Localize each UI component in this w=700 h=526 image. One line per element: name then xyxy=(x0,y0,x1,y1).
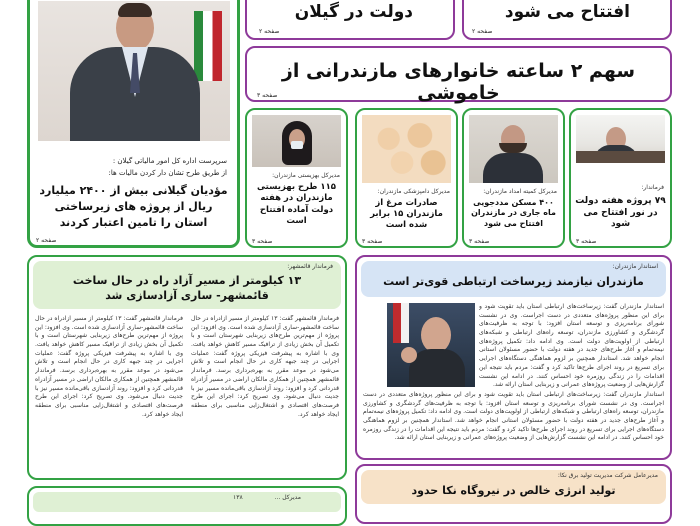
road-title-band xyxy=(33,261,341,309)
page-ref: صفحه ۲ xyxy=(259,28,280,35)
infra-kicker: استاندار مازندران: xyxy=(612,263,658,270)
small-box-kicker: مدیرکل کمیته امداد مازندران: xyxy=(483,188,557,195)
page-ref: صفحه ۳ xyxy=(257,92,278,99)
top-mid-headline: دولت در گیلان xyxy=(294,2,413,22)
road-body-col2: فرماندار قائمشهر گفت: ۱۳ کیلومتر از مسیر آزادراه در حال ساخت قائمشهر-ساری آزادسازی شده است. وی افزود: این پروژه از مهم‌ترین طرح‌های زیربنایی شهرستان است و با تکمیل آن بخش زیادی از ترافیک مسیر کاهش خواهد یافت. وی با اشاره به پیشرفت فیزیکی پروژه گفت: عملیات اجرایی در چند جبهه کاری در حال انجام است و تلاش می‌شود در موعد مقرر به بهره‌برداری برسد. فرماندار قائمشهر همچنین از همکاری مالکان اراضی در مسیر آزادراه قدردانی کرد و افزود: روند آزادسازی باقی‌مانده مسیر نیز با جدیت دنبال می‌شود. وی تصریح کرد: اجرای این طرح فرصت‌های اقتصادی و اشتغال‌زایی مناسبی برای منطقه ایجاد خواهد کرد. xyxy=(35,315,183,418)
infra-body: استاندار مازندران گفت: زیرساخت‌های ارتباطی استان باید تقویت شود و برای این منظور پروژه‌های متعددی در دست اجراست. وی در نشست شورای برنامه‌ریزی و توسعه استان افزود: با توجه به ظرفیت‌های گردشگری و کشاورزی مازندران، توسعه راه‌های ارتباطی و شبکه‌های ارتباطی از اولویت‌های دولت است. وی ادامه داد: تکمیل پروژه‌های نیمه‌تمام و آغاز طرح‌های جدید در هفته دولت با حضور مسئولان استانی انجام خواهد شد. استاندار همچنین بر لزوم هماهنگی دستگاه‌های اجرایی برای تسریع در روند اجرای طرح‌ها تاکید کرد و گفت: مردم باید نتیجه این اقدامات را در زندگی روزمره خود احساس کنند. در ادامه این نشست گزارش‌هایی از وضعیت پروژه‌های عمرانی و زیربنایی استان ارائه شد. xyxy=(363,391,664,442)
page-ref: صفحه ۳ xyxy=(469,238,490,245)
small-box-noor xyxy=(569,108,672,248)
infra-headline: مازندران نیازمند زیرساخت ارتباطی قوی‌تر است xyxy=(383,275,644,288)
small-box-emdad xyxy=(462,108,565,248)
gilan-headline: مؤدیان گیلانی بیش از ۲۴۰۰ میلیارد ریال از پروژه های زیرساختی استان را تامین اعتبار کردند xyxy=(39,184,228,229)
road-kicker: فرماندار قائمشهر: xyxy=(287,263,333,270)
gilan-sub: از طریق طرح تشان دار کردن مالیات ها: xyxy=(108,169,227,177)
small-box-kicker: فرماندار: xyxy=(641,184,664,191)
bottom-green-band xyxy=(33,492,341,512)
small-box-title: صادرات مرغ از مازندران ۱۵ برابر شده است xyxy=(370,198,443,231)
bottom-green-box xyxy=(27,486,347,526)
neka-title-band xyxy=(361,470,666,504)
flag-image xyxy=(194,11,222,81)
official-photo xyxy=(387,303,475,387)
small-box-kicker: مدیرکل دامپزشکی مازندران: xyxy=(377,188,450,195)
bottom-number: ۱۳۸ xyxy=(233,494,243,501)
neka-headline: تولید انرژی خالص در نیروگاه نکا حدود xyxy=(411,484,616,497)
gilan-caption: سرپرست اداره کل امور مالیاتی گیلان : xyxy=(112,157,227,165)
official-photo xyxy=(38,1,230,141)
main-headline: سهم ۲ ساعته خانوارهای مازندرانی از خاموشی xyxy=(281,60,636,104)
small-box-kicker: مدیرکل بهزیستی مازندران: xyxy=(272,172,340,179)
gilan-box xyxy=(27,0,240,248)
official-photo xyxy=(469,115,558,183)
top-mid-box xyxy=(245,0,455,40)
infra-body-right: استاندار مازندران گفت: زیرساخت‌های ارتباطی استان باید تقویت شود و برای این منظور پروژه‌های متعددی در دست اجراست. وی در نشست شورای برنامه‌ریزی و توسعه استان افزود: با توجه به ظرفیت‌های گردشگری و کشاورزی مازندران، توسعه راه‌های ارتباطی و شبکه‌های ارتباطی از اولویت‌های دولت است. وی ادامه داد: تکمیل پروژه‌های نیمه‌تمام و آغاز طرح‌های جدید در هفته دولت با حضور مسئولان استانی انجام خواهد شد. استاندار همچنین بر لزوم هماهنگی دستگاه‌های اجرایی برای تسریع در روند اجرای طرح‌ها تاکید کرد و گفت: مردم باید نتیجه این اقدامات را در زندگی روزمره خود احساس کنند. در ادامه این نشست گزارش‌هایی از وضعیت پروژه‌های عمرانی و زیربنایی استان ارائه شد. xyxy=(479,303,664,389)
road-headline: ۱۳ کیلومتر از مسیر آزاد راه در حال ساخت قائمشهر- ساری آزادسازی شد xyxy=(72,274,302,303)
page-ref: صفحه ۳ xyxy=(252,238,273,245)
small-box-welfare xyxy=(245,108,348,248)
page-ref: صفحه ۳ xyxy=(362,238,383,245)
infra-title-band xyxy=(361,261,666,297)
page-ref: صفحه ۲ xyxy=(472,28,493,35)
road-body-col1: فرماندار قائمشهر گفت: ۱۳ کیلومتر از مسیر آزادراه در حال ساخت قائمشهر-ساری آزادسازی شده است. وی افزود: این پروژه از مهم‌ترین طرح‌های زیربنایی شهرستان است و با تکمیل آن بخش زیادی از ترافیک مسیر کاهش خواهد یافت. وی با اشاره به پیشرفت فیزیکی پروژه گفت: عملیات اجرایی در چند جبهه کاری در حال انجام است و تلاش می‌شود در موعد مقرر به بهره‌برداری برسد. فرماندار قائمشهر همچنین از همکاری مالکان اراضی در مسیر آزادراه قدردانی کرد و افزود: روند آزادسازی باقی‌مانده مسیر نیز با جدیت دنبال می‌شود. وی تصریح کرد: اجرای این طرح فرصت‌های اقتصادی و اشتغال‌زایی مناسبی برای منطقه ایجاد خواهد کرد. xyxy=(191,315,339,418)
small-box-vet xyxy=(355,108,458,248)
meeting-photo xyxy=(576,115,665,163)
page-ref: صفحه ۳ xyxy=(576,238,597,245)
top-left-box xyxy=(462,0,672,40)
neka-kicker: مدیرعامل شرکت مدیریت تولید برق نکا: xyxy=(557,472,658,479)
bottom-kicker: مدیرکل ... xyxy=(274,494,301,501)
small-box-title: ۴۰۰ مسکن مددجویی ماه جاری در مازندران افتتاح می شود xyxy=(471,198,556,228)
infra-story-box xyxy=(355,255,672,460)
main-headline-box xyxy=(245,46,672,102)
small-box-title: ۱۱۵ طرح بهزیستی مازندران در هفته دولت آماده افتتاح است xyxy=(257,182,336,227)
page-ref: صفحه ۲ xyxy=(36,237,57,244)
chicken-photo xyxy=(362,115,451,183)
road-story-box xyxy=(27,255,347,480)
top-left-headline: افتتاح می شود xyxy=(504,2,630,22)
small-box-title: ۷۹ پروژه هفته دولت در نور افتتاح می شود xyxy=(575,196,666,230)
neka-story-box xyxy=(355,464,672,524)
official-photo xyxy=(252,115,341,167)
